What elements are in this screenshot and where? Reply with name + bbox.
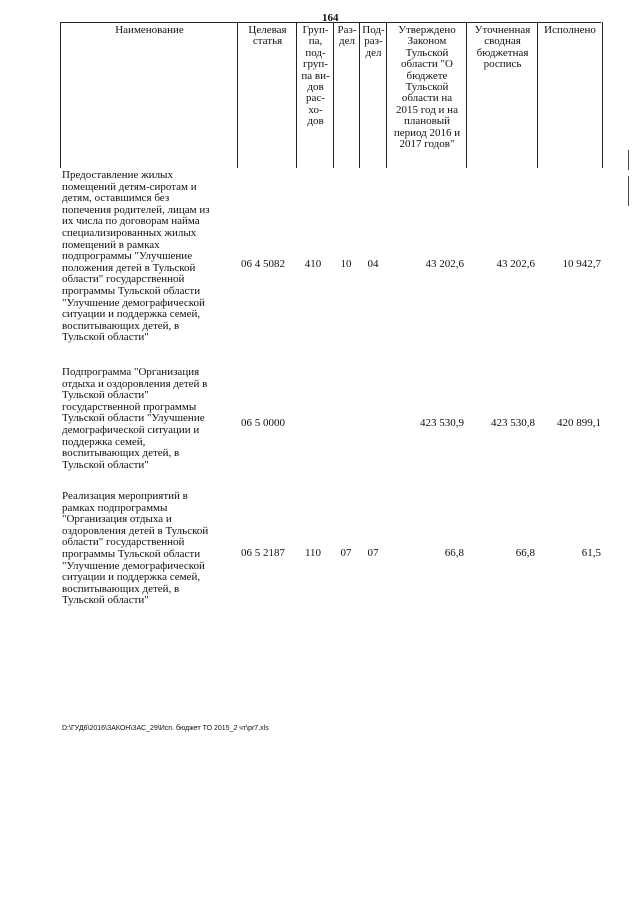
header-subsection-line: дел (365, 46, 382, 59)
header-executed-col (537, 22, 603, 168)
header-group-line: дов (307, 81, 324, 94)
header-group-line: под- (305, 46, 326, 59)
row-executed: 61,5 (581, 547, 601, 559)
row-name (62, 491, 238, 607)
row-executed: 420 899,1 (557, 417, 601, 429)
header-refined-line: роспись (483, 58, 522, 71)
header-approved-line: период 2016 и (393, 126, 461, 139)
header-approved-line: области на (401, 92, 453, 105)
header-group-line: хо- (308, 103, 323, 116)
page-number: 164 (322, 12, 339, 24)
header-group-col (296, 22, 334, 168)
header-approved-line: области "О (401, 58, 453, 71)
header-subsection-line: Под- (362, 24, 385, 36)
row-target: 06 4 5082 (241, 258, 285, 270)
row-name-line: попечения родителей, лицам из (62, 203, 210, 216)
header-group-line: Груп- (302, 24, 329, 36)
header-target-text: Целевая статья (248, 24, 287, 48)
row-name-line: Тульской области" (62, 331, 149, 344)
row-name-line: положения детей в Тульской (62, 261, 196, 274)
row-name-line: отдыха и оздоровления детей в (62, 377, 208, 390)
row-name-line: воспитывающих детей, в (62, 319, 180, 332)
row-executed: 10 942,7 (562, 258, 601, 270)
row-name-line: программы Тульской области (62, 284, 201, 297)
file-path-footer: D:\ГУД6\2016\ЗАКОН\ЗАС_29\Исп. бюджет ТО 2015_2 чт\pr7.xls (62, 725, 269, 732)
scan-edge-mark (628, 176, 629, 206)
header-subsection-line: раз- (364, 35, 383, 48)
header-approved-line: 2015 год и на (396, 103, 458, 116)
row-name-line: помещений детям-сиротам и (62, 180, 197, 193)
row-group: 410 (304, 258, 322, 270)
row-name-line: специализированных жилых (62, 226, 197, 239)
row-name (62, 367, 238, 471)
header-group-line: груп- (303, 58, 328, 71)
header-subsection (360, 22, 387, 59)
header-refined-line: Уточненная (474, 24, 531, 36)
header-approved (387, 22, 467, 150)
header-group-line: па, (308, 35, 323, 48)
row-name-line: воспитывающих детей, в (62, 447, 180, 460)
row-target: 06 5 2187 (241, 547, 285, 559)
row-name-line: воспитывающих детей, в (62, 582, 180, 595)
row-name-line: поддержка семей, (62, 435, 146, 448)
row-name-line: их числа по договорам найма (62, 215, 200, 228)
header-refined-line: бюджетная (476, 46, 529, 59)
header-approved-line: Тульской (405, 81, 449, 94)
header-name: Наименование (115, 24, 184, 36)
header-section-line: дел (339, 35, 355, 48)
row-name-line: Тульской области" (62, 594, 149, 607)
header-approved-line: бюджете (406, 69, 448, 82)
row-name-line: ситуации и поддержка семей, (62, 571, 201, 584)
row-name-line: Реализация мероприятий в (62, 490, 188, 502)
header-approved-col (386, 22, 467, 168)
row-section: 07 (340, 547, 352, 559)
row-name-line: помещений в рамках (62, 238, 160, 251)
row-section: 10 (340, 258, 352, 270)
header-section-col (333, 22, 360, 168)
row-subsection: 04 (367, 258, 379, 270)
row-name-line: Тульской области" (62, 458, 149, 471)
row-name-line: "Улучшение демографической (62, 559, 205, 572)
row-subsection: 07 (367, 547, 379, 559)
row-approved: 43 202,6 (425, 258, 464, 270)
row-name-line: Подпрограмма "Организация (62, 366, 200, 378)
row-name-line: ситуации и поддержка семей, (62, 308, 201, 321)
row-name-line: области" государственной (62, 273, 185, 286)
header-group (297, 22, 334, 128)
row-target: 06 5 0000 (241, 417, 285, 429)
row-approved: 66,8 (444, 547, 464, 559)
row-name-line: программы Тульской области (62, 547, 201, 560)
header-refined (467, 22, 538, 71)
header-refined-line: сводная (484, 35, 521, 48)
row-name-line: рамках подпрограммы (62, 501, 168, 514)
header-target (238, 22, 297, 48)
row-name (62, 170, 238, 344)
header-approved-line: Утверждено (398, 24, 456, 36)
header-approved-line: плановый (403, 115, 451, 128)
header-name-col (60, 22, 238, 168)
row-refined: 66,8 (515, 547, 535, 559)
row-name-line: области" государственной (62, 536, 185, 549)
row-group: 110 (304, 547, 322, 559)
row-refined: 43 202,6 (496, 258, 535, 270)
header-refined-col (466, 22, 538, 168)
header-approved-line: Законом (407, 35, 447, 48)
row-name-line: демографической ситуации и (62, 423, 200, 436)
row-name-line: государственной программы (62, 400, 197, 413)
header-executed: Исполнено (544, 24, 596, 36)
header-approved-line: Тульской (405, 46, 449, 59)
row-name-line: детям, оставшимся без (62, 192, 170, 205)
header-subsection-col (359, 22, 387, 168)
header-section-line: Раз- (337, 24, 357, 36)
row-name-line: Тульской области" (62, 389, 149, 402)
row-refined: 423 530,8 (491, 417, 535, 429)
header-group-line: рас- (306, 92, 325, 105)
row-name-line: "Организация отдыха и (62, 513, 172, 526)
header-group-line: дов (307, 115, 324, 128)
row-name-line: Предоставление жилых (62, 169, 173, 181)
header-approved-line: 2017 годов" (399, 138, 455, 151)
row-name-line: Тульской области "Улучшение (62, 412, 205, 425)
header-section (334, 22, 360, 48)
header-target-col (237, 22, 297, 168)
scan-edge-mark (628, 150, 629, 170)
row-name-line: оздоровления детей в Тульской (62, 524, 209, 537)
row-approved: 423 530,9 (420, 417, 464, 429)
row-name-line: "Улучшение демографической (62, 296, 205, 309)
row-name-line: подпрограммы "Улучшение (62, 250, 193, 263)
header-group-line: па ви- (301, 69, 330, 82)
